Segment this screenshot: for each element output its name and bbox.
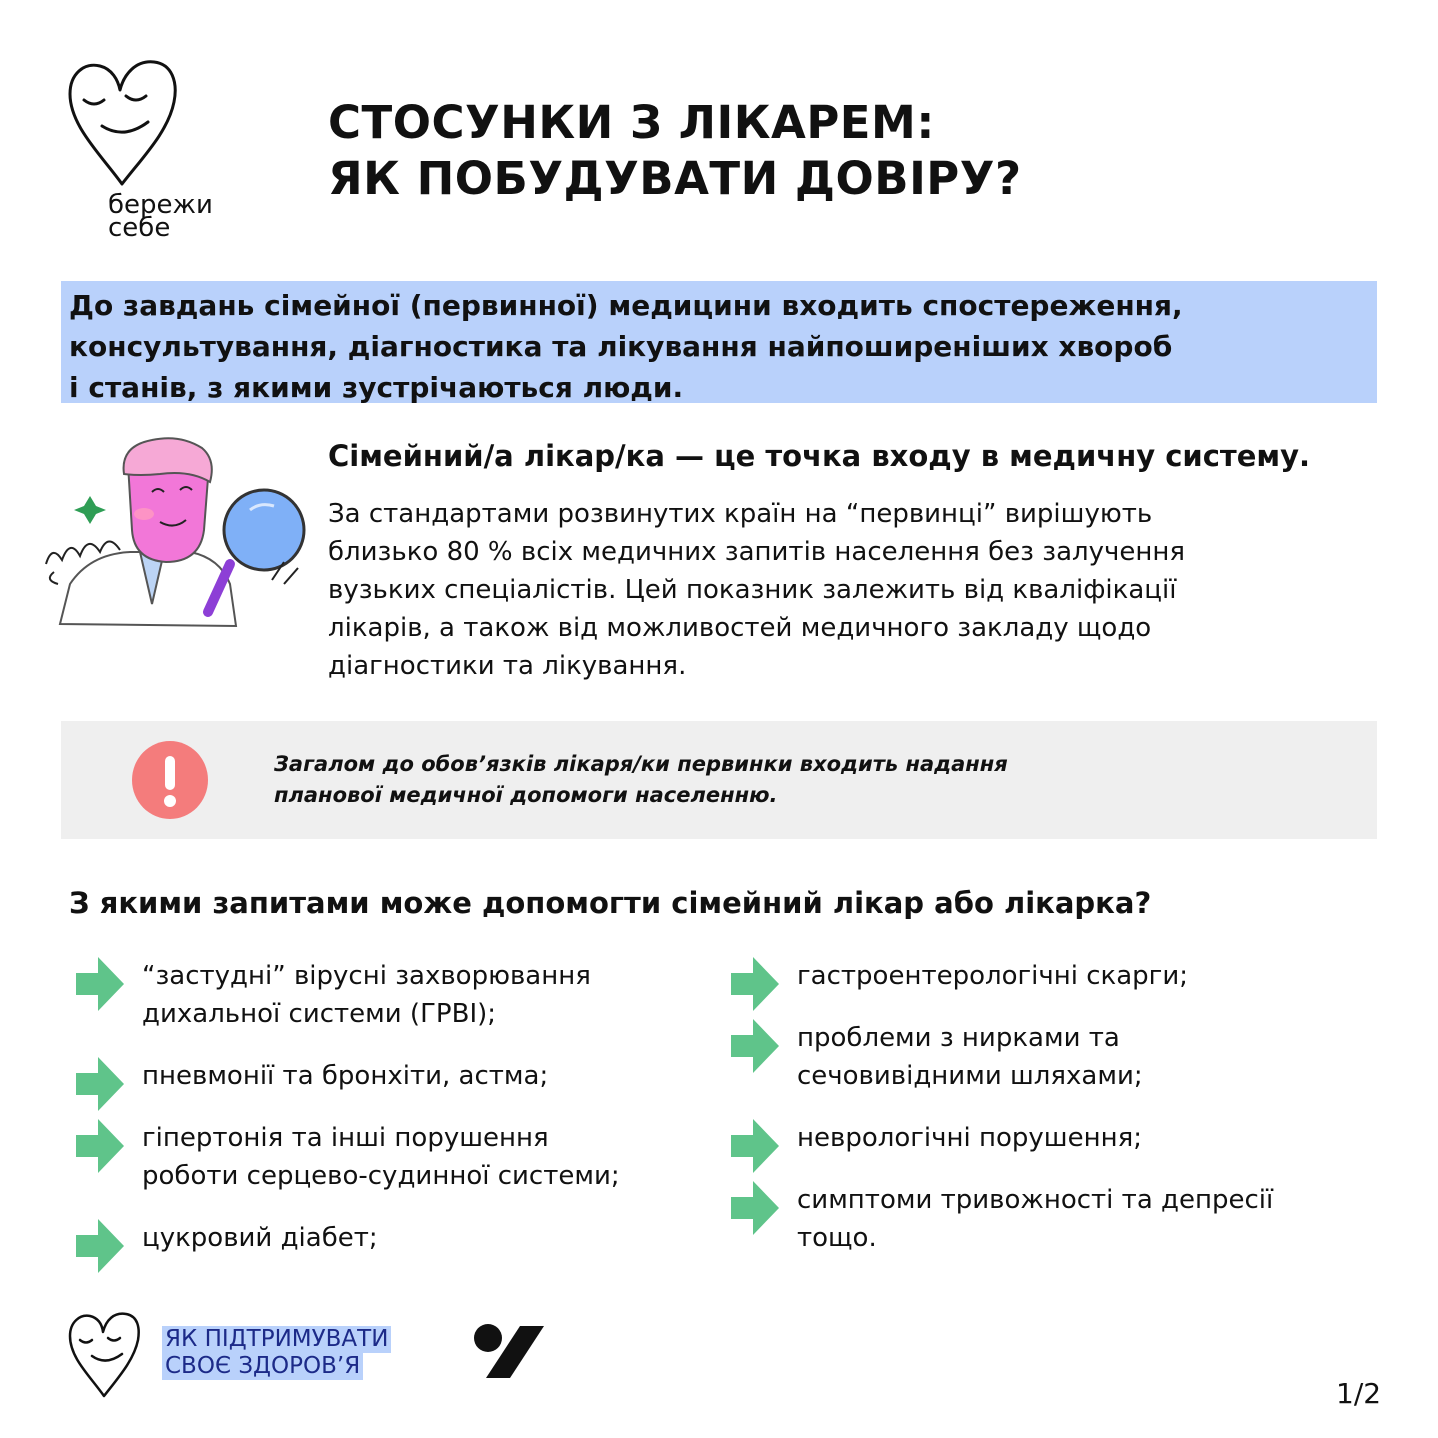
list-item-line: тощо.	[797, 1223, 877, 1253]
section-body-line: вузьких спеціалістів. Цей показник залежить від кваліфікації	[328, 575, 1177, 605]
alert-text	[274, 749, 1154, 811]
alert-text-line: планової медичної допомоги населенню.	[274, 783, 778, 807]
list-item-line: гіпертонія та інші порушення	[142, 1123, 549, 1153]
footer-label-line: СВОЄ ЗДОРОВ’Я	[162, 1353, 363, 1380]
list-item-line: цукровий діабет;	[142, 1223, 378, 1253]
page-number: 1/2	[1336, 1377, 1382, 1410]
list-item-line: сечовивідними шляхами;	[797, 1061, 1143, 1091]
list-heading: З якими запитами може допомогти сімейний лікар або лікарка?	[69, 886, 1152, 920]
exclamation-icon	[131, 740, 209, 820]
arrow-right-icon	[731, 1119, 779, 1173]
brand-wordmark-line: себе	[108, 213, 171, 243]
page-title-line: СТОСУНКИ З ЛІКАРЕМ:	[328, 96, 935, 149]
section-body-line: діагностики та лікування.	[328, 651, 687, 681]
section-body	[328, 495, 1388, 685]
list-item-line: симптоми тривожності та депресії	[797, 1185, 1274, 1215]
intro-highlight	[61, 281, 1377, 403]
list-item-text	[797, 957, 1188, 995]
partner-logo-icon	[472, 1322, 546, 1380]
list-item-text	[142, 957, 591, 1033]
intro-line: і станів, з якими зустрічаються люди.	[69, 371, 684, 404]
heart-logo-icon	[62, 56, 182, 196]
footer-series-label	[162, 1326, 391, 1380]
brand-wordmark-line: бережи	[108, 190, 213, 220]
arrow-right-icon	[731, 1019, 779, 1073]
list-item-text	[142, 1219, 378, 1257]
section-body-line: близько 80 % всіх медичних запитів населення без залучення	[328, 537, 1186, 567]
section-body-line: лікарів, а також від можливостей медичного закладу щодо	[328, 613, 1152, 643]
list-item-line: неврологічні порушення;	[797, 1123, 1142, 1153]
doctor-illustration-icon	[40, 434, 320, 634]
brand-wordmark	[108, 190, 213, 243]
list-item-text	[797, 1181, 1273, 1257]
list-item-line: дихальної системи (ГРВІ);	[142, 999, 497, 1029]
section-body-line: За стандартами розвинутих країн на “первинці” вирішують	[328, 499, 1153, 529]
alert-text-line: Загалом до обов’язків лікаря/ки первинки входить надання	[274, 752, 1008, 776]
intro-line: консультування, діагностика та лікування найпоширеніших хвороб	[69, 330, 1173, 363]
list-item-line: пневмонії та бронхіти, астма;	[142, 1061, 549, 1091]
intro-line: До завдань сімейної (первинної) медицини входить спостереження,	[69, 289, 1183, 322]
list-item-text	[142, 1119, 620, 1195]
heart-logo-icon	[66, 1310, 142, 1402]
arrow-right-icon	[76, 1057, 124, 1111]
section-heading: Сімейний/а лікар/ка — це точка входу в медичну систему.	[328, 439, 1311, 473]
alert-box	[61, 721, 1377, 839]
arrow-right-icon	[731, 957, 779, 1011]
list-item-line: проблеми з нирками та	[797, 1023, 1120, 1053]
arrow-right-icon	[76, 1119, 124, 1173]
list-item-line: “застудні” вірусні захворювання	[142, 961, 591, 991]
list-item-text	[142, 1057, 548, 1095]
footer-label-line: ЯК ПІДТРИМУВАТИ	[162, 1326, 391, 1353]
list-item-text	[797, 1019, 1143, 1095]
arrow-right-icon	[731, 1181, 779, 1235]
list-item-line: гастроентерологічні скарги;	[797, 961, 1189, 991]
arrow-right-icon	[76, 957, 124, 1011]
arrow-right-icon	[76, 1219, 124, 1273]
list-item-line: роботи серцево-судинної системи;	[142, 1161, 620, 1191]
page-title	[328, 95, 1022, 207]
list-item-text	[797, 1119, 1142, 1157]
page-title-line: ЯК ПОБУДУВАТИ ДОВІРУ?	[328, 152, 1022, 205]
